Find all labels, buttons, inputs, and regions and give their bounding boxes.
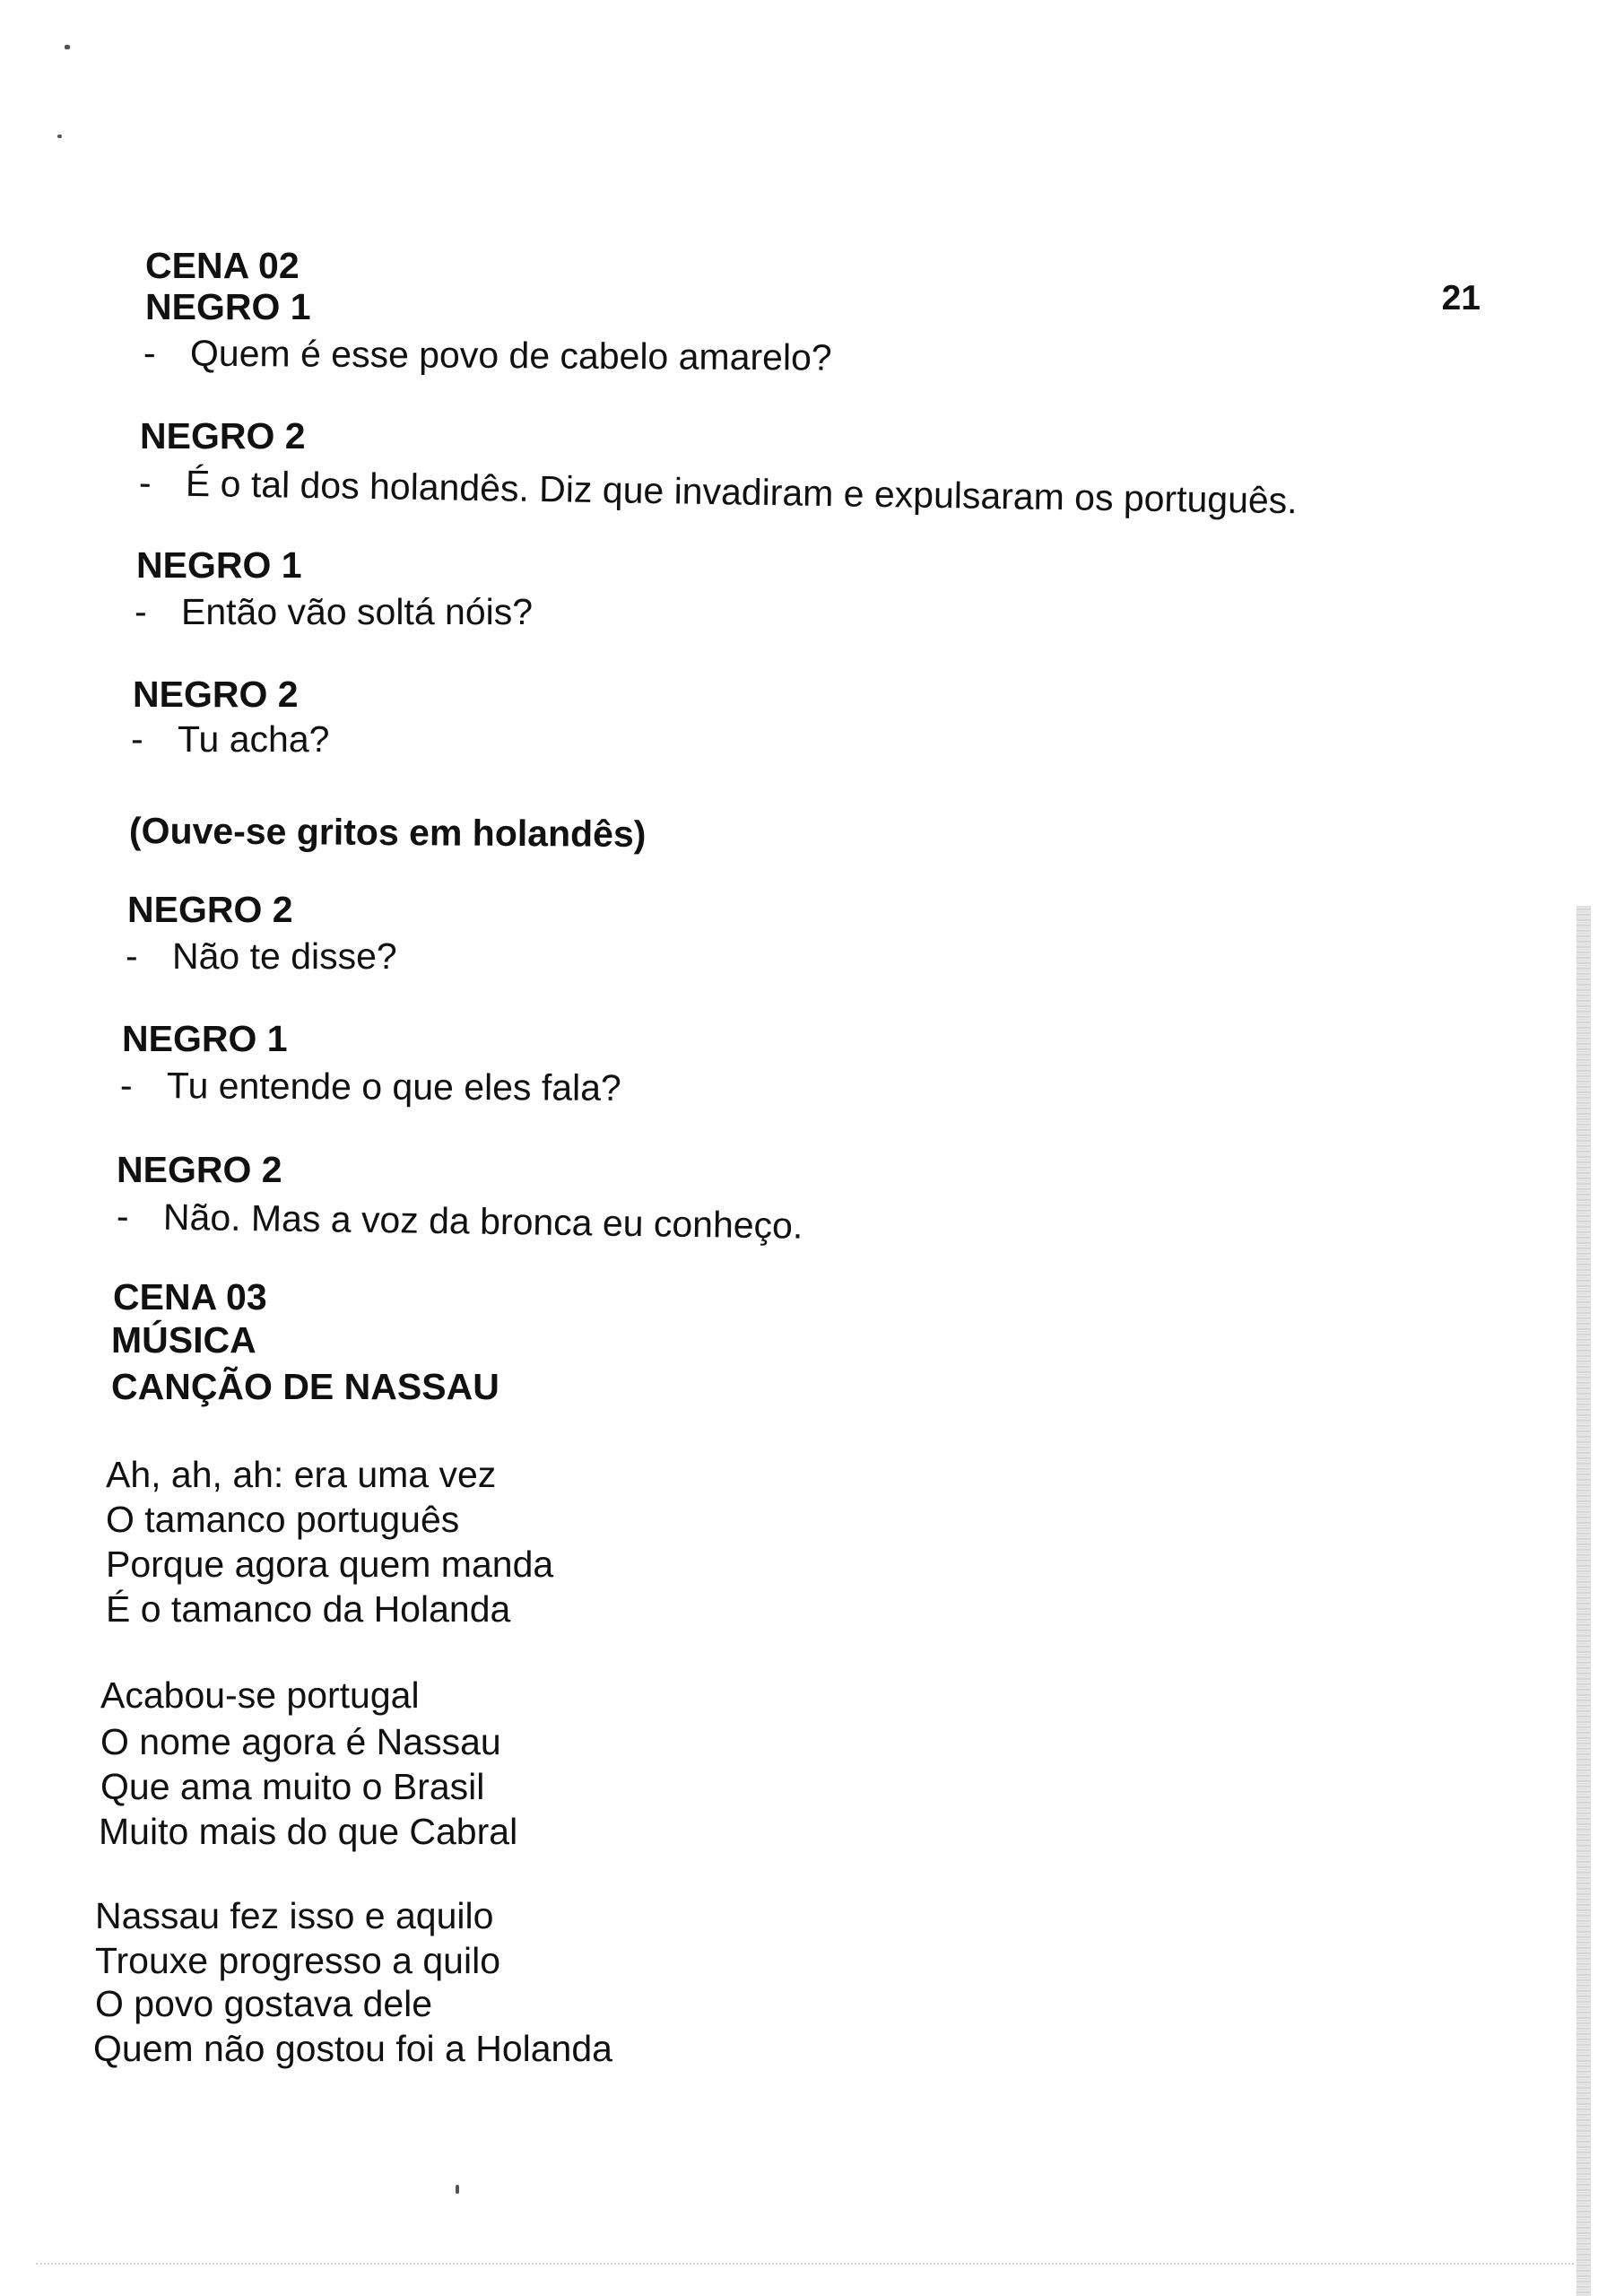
lyric-line: Que ama muito o Brasil <box>100 1766 485 1807</box>
speaker-name: NEGRO 2 <box>117 1149 282 1190</box>
scan-edge-bottom <box>36 2263 1574 2266</box>
lyric-line: É o tamanco da Holanda <box>106 1588 511 1630</box>
song-title: CANÇÃO DE NASSAU <box>111 1366 499 1407</box>
speaker-name: NEGRO 1 <box>122 1018 288 1059</box>
dialogue-line: - Não. Mas a voz da bronca eu conheço. <box>116 1196 803 1247</box>
lyric-line: Nassau fez isso e aquilo <box>95 1895 494 1936</box>
lyric-line: Quem não gostou foi a Holanda <box>93 2028 612 2069</box>
dialogue-line: - Então vão soltá nóis? <box>135 591 534 632</box>
speaker-name: NEGRO 2 <box>140 415 306 457</box>
lyric-line: O nome agora é Nassau <box>100 1721 501 1762</box>
lyric-line: Porque agora quem manda <box>106 1544 554 1585</box>
speaker-name: NEGRO 2 <box>127 889 293 930</box>
lyric-line: Muito mais do que Cabral <box>99 1811 518 1852</box>
scene-title: CENA 03 <box>113 1276 267 1318</box>
speaker-name: NEGRO 1 <box>136 544 302 586</box>
speaker-name: NEGRO 1 <box>145 286 311 327</box>
stage-direction: (Ouve-se gritos em holandês) <box>128 810 647 856</box>
dialogue-line: - Tu entende o que eles fala? <box>119 1065 621 1109</box>
page-number: 21 <box>1441 279 1481 317</box>
dialogue-line: - Não te disse? <box>126 935 397 977</box>
dialogue-line: - Tu acha? <box>131 718 330 760</box>
lyric-line: Acabou-se portugal <box>100 1674 420 1716</box>
scan-speck <box>456 2185 459 2194</box>
lyric-line: O povo gostava dele <box>95 1983 433 2024</box>
lyric-line: Trouxe progresso a quilo <box>95 1940 501 1981</box>
scan-speck <box>57 135 62 138</box>
scene-subtitle: MÚSICA <box>111 1319 256 1361</box>
scan-speck <box>65 45 70 49</box>
speaker-name: NEGRO 2 <box>133 674 299 715</box>
lyric-line: O tamanco português <box>106 1499 460 1540</box>
scan-edge-right <box>1576 906 1591 2296</box>
dialogue-line: - É o tal dos holandês. Diz que invadiram e expulsaram os português. <box>138 462 1298 522</box>
scene-title: CENA 02 <box>145 245 300 286</box>
lyric-line: Ah, ah, ah: era uma vez <box>106 1454 497 1495</box>
dialogue-line: - Quem é esse povo de cabelo amarelo? <box>143 332 832 378</box>
